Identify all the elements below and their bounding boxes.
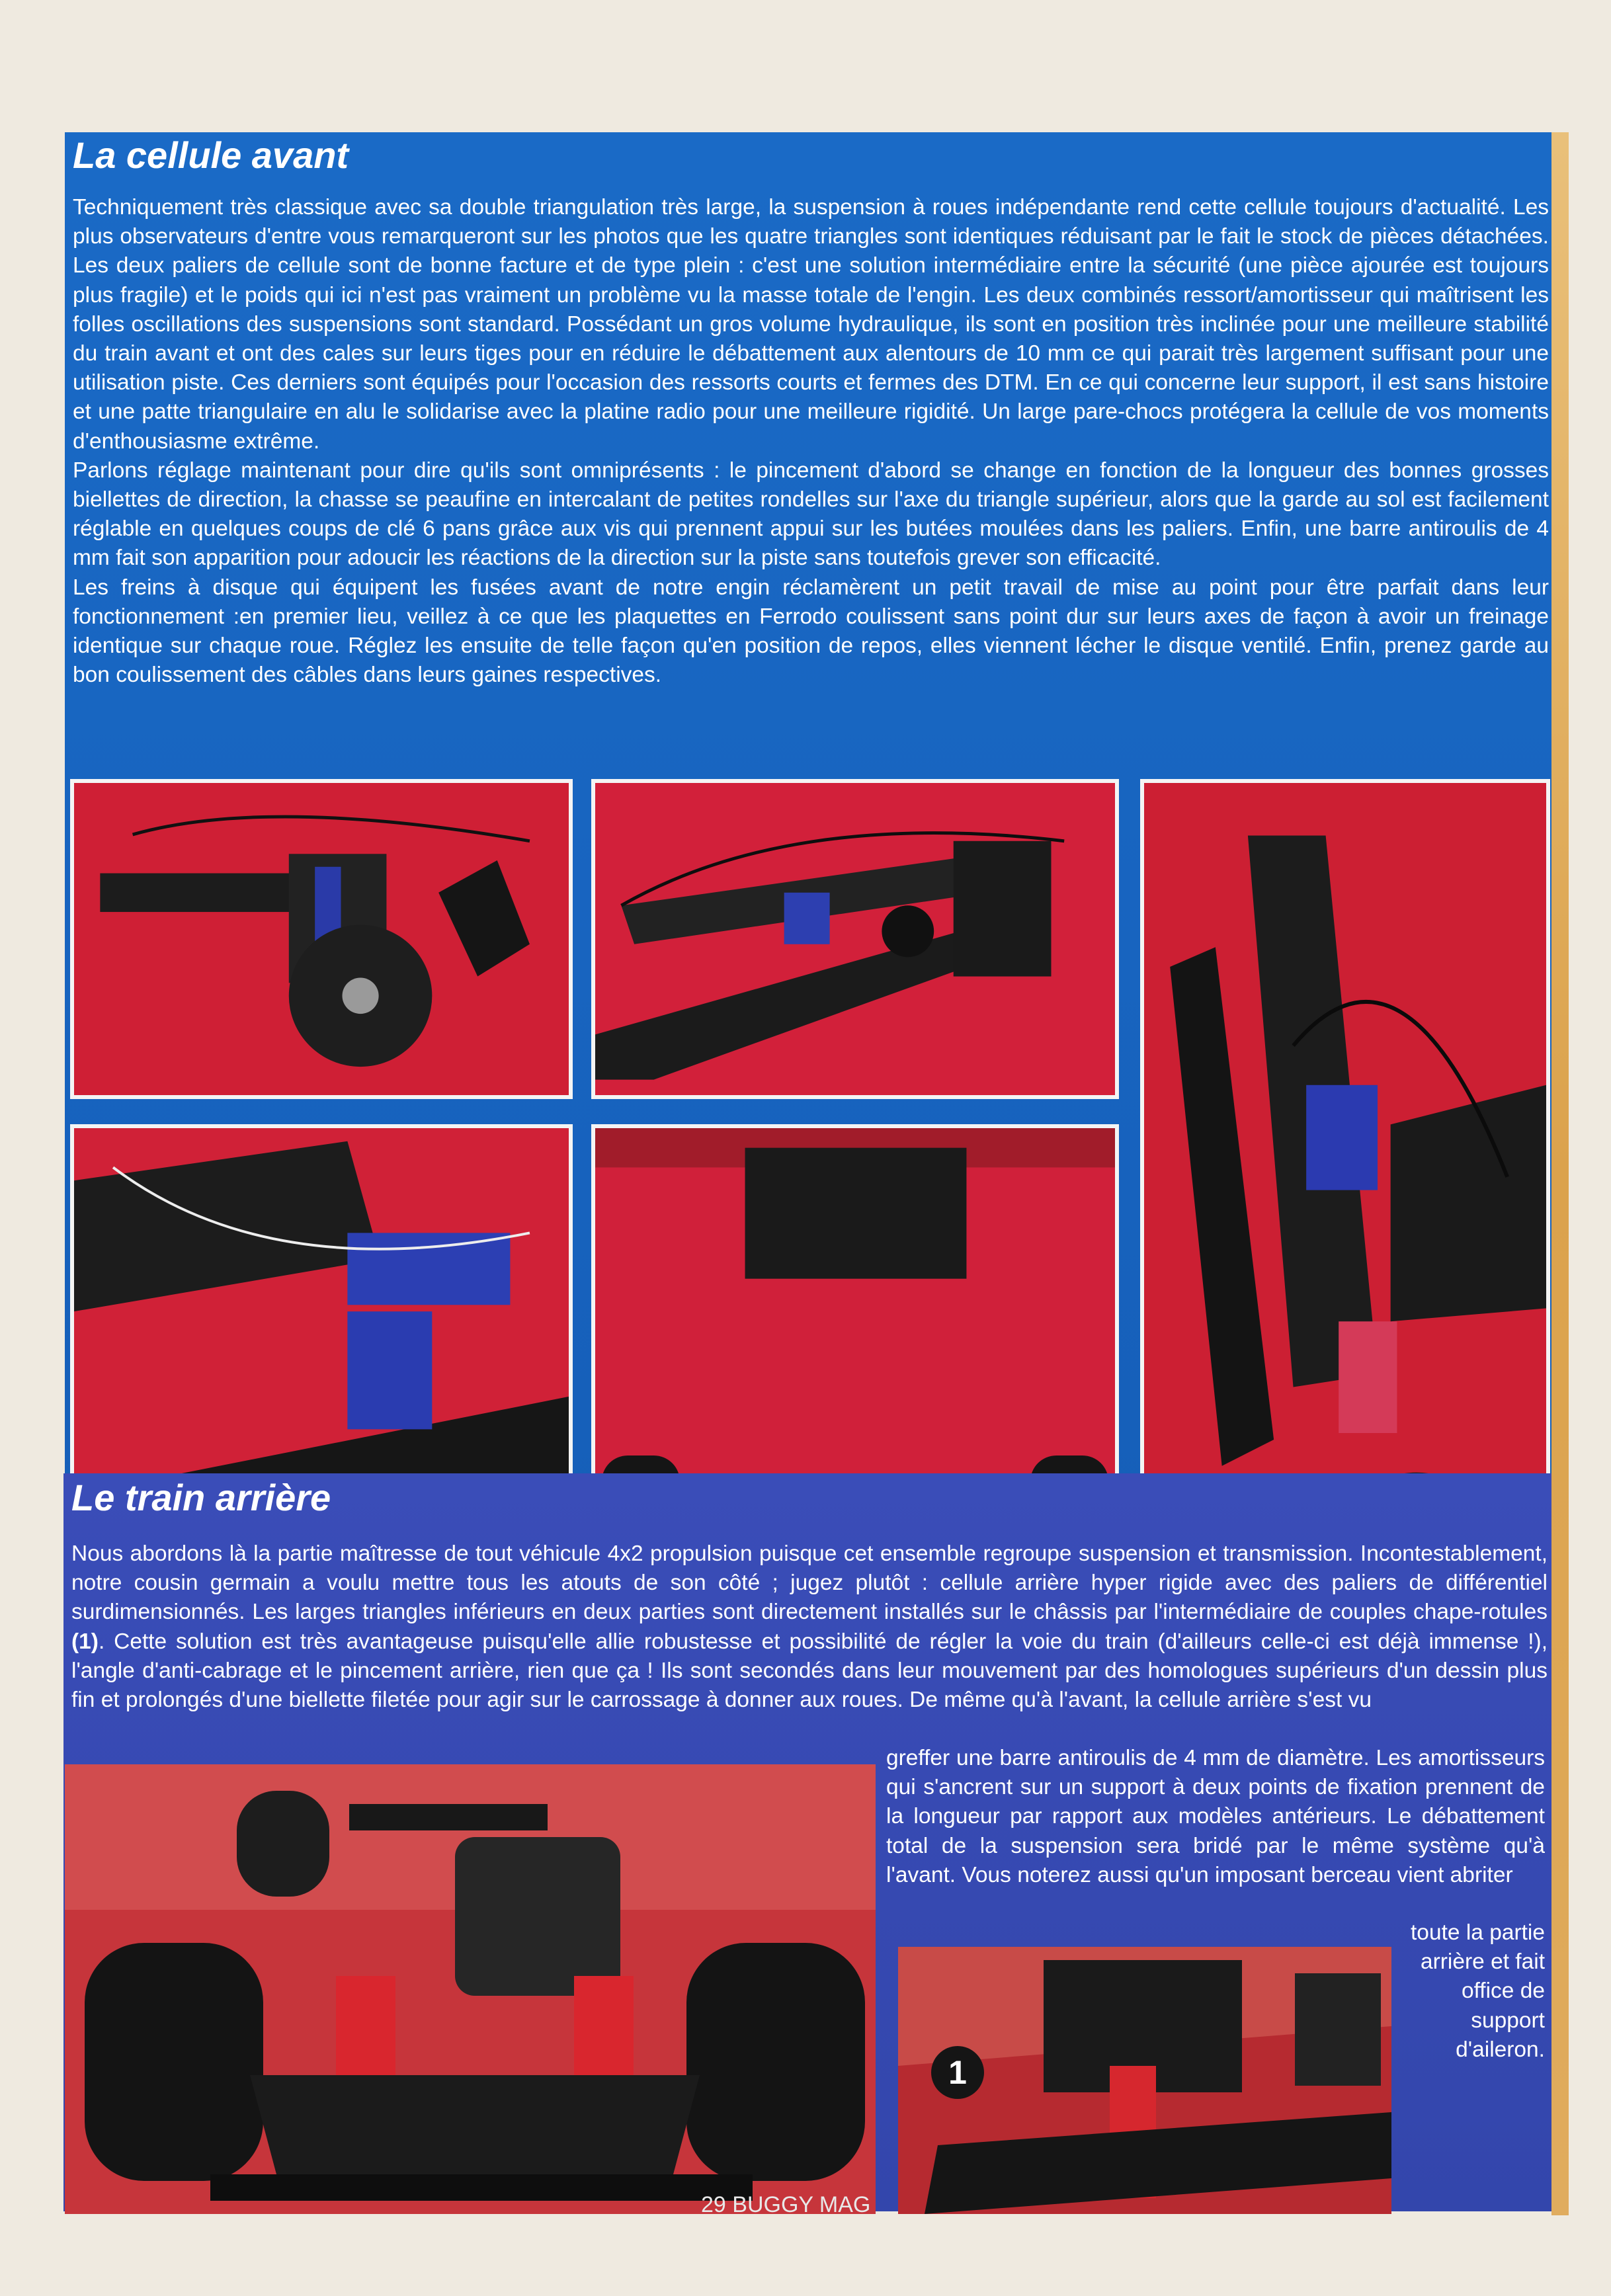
decorative-edge-strip (1551, 132, 1569, 2215)
page-footer: 29 BUGGY MAG (701, 2192, 871, 2217)
front-section-title: La cellule avant (73, 134, 349, 176)
photo-front-suspension-arm (591, 779, 1119, 1099)
photo-front-brake-disc (70, 779, 573, 1099)
rear-paragraph-3: toute la partie arrière et fait office de support d'aileron. (1411, 1920, 1545, 2062)
photo-number-badge: 1 (931, 2046, 984, 2099)
rear-paragraph-2: greffer une barre antiroulis de 4 mm de diamètre. Les amortisseurs qui s'ancrent sur un support à deux points de fixation prennent de la longueur par rapport aux modèles antérieurs. Le débattement total de la suspension sera bridé par le même système qu'à l'avant. Vous noterez aussi qu'un imposant berceau vient abriter (886, 1746, 1545, 1887)
rear-section-title: Le train arrière (71, 1477, 331, 1518)
front-paragraph-2: Parlons réglage maintenant pour dire qu'ils sont omniprésents : le pincement d'abord se change en fonction de la longueur des bonnes grosses biellettes de direction, la chasse se peaufine en intercalant de petites rondelles sur l'axe du triangle supérieur, alors que la garde au sol est facilement réglable en quelques coups de clé 6 pans grâce aux vis qui prennent appui sur les butées moulées dans les paliers. Enfin, une barre antiroulis de 4 mm fait son apparition pour adoucir les réactions de la direction sur la piste sans toutefois grever son efficacité. (73, 458, 1549, 571)
front-paragraph-3: Les freins à disque qui équipent les fusées avant de notre engin réclamèrent un petit travail de mise au point pour être parfait dans leur fonctionnement :en premier lieu, veillez à ce que les plaquettes en Ferrodo coulissent sans point dur sur leurs axes de façon à avoir un freinage identique sur chaque roue. Réglez les ensuite de telle façon qu'en position de repos, elles viennent lécher le disque ventilé. Enfin, prenez garde au bon coulissement des câbles dans leurs gaines respectives. (73, 575, 1549, 688)
front-paragraph-1: Techniquement très classique avec sa double triangulation très large, la suspension à roues indépendante rend cette cellule toujours d'actualité. Les plus observateurs d'entre vous remarqueront sur les photos que les quatre triangles sont identiques réduisant par le fait le stock de pièces détachées. Les deux paliers de cellule sont de bonne facture et de type plein : c'est une solution intermédiaire entre la sécurité (une pièce ajourée est toujours plus fragile) et le poids qui ici n'est pas vraiment un problème vu la masse totale de l'engin. Les deux combinés ressort/amortisseur qui maîtrisent les folles oscillations des suspensions sont standard. Possédant un gros volume hydraulique, ils sont en position très inclinée pour une meilleure stabilité du train avant et ont des cales sur leurs tiges pour en réduire le débattement aux alentours de 10 mm ce qui parait très largement suffisant pour une utilisation piste. Ces derniers sont équipés pour l'occasion des ressorts courts et fermes des DTM. En ce qui concerne leur support, il est sans histoire et une patte triangulaire en alu le solidarise avec la platine radio pour une meilleure rigidité. Un large pare-chocs protégera la cellule de vos moments d'enthousiasme extrême. (73, 195, 1549, 454)
photo-rear-train (65, 1764, 876, 2214)
front-section-text (73, 193, 1549, 690)
rear-section-text (71, 1539, 1548, 1715)
rear-paragraph-1: Nous abordons là la partie maîtresse de tout véhicule 4x2 propulsion puisque cet ensemble regroupe suspension et transmission. Incontestablement, notre cousin germain a voulu mettre tous les atouts de son côté ; jugez plutôt : cellule arrière hyper rigide avec des paliers de différentiel surdimensionnés. Les larges triangles inférieurs en deux parties sont directement installés sur le châssis par l'intermédiaire de couples chape-rotules (1). Cette solution est très avantageuse puisqu'elle allie robustesse et possibilité de régler la voie du train (d'ailleurs celle-ci est déjà immense !), l'angle d'anti-cabrage et le pincement arrière, rien que ça ! Ils sont secondés dans leur mouvement par des homologues supérieurs d'un dessin plus fin et prolongés d'une biellette filetée pour agir sur le carrossage à donner aux roues. De même qu'à l'avant, la cellule arrière s'est vu (71, 1541, 1548, 1713)
photo-reference: (1) (71, 1629, 99, 1654)
